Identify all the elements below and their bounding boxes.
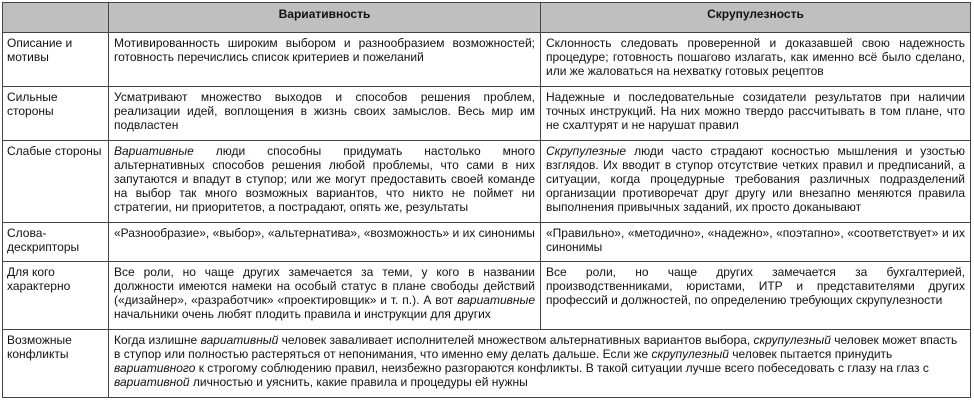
row-label: Для кого характерно	[3, 262, 109, 330]
scrupulousness-cell: Склонность следовать проверенной и доказавшей свою надежность процедуре; готовность пошагово излагать, как именно всё было сделано, или же жаловаться на нехватку готовых рецептов	[541, 33, 971, 87]
row-label: Описание и мотивы	[3, 33, 109, 87]
row-label: Слова-дескрипторы	[3, 223, 109, 262]
cell-text: к строгому соблюдению правил, неизбежно разгораются конфликты. В такой ситуации лучше всего побеседовать с глазу на глаз с	[195, 361, 929, 375]
emphasis-text: вариативные	[457, 293, 535, 307]
cell-text: начальники очень любят плодить правила и инструкции для других	[114, 307, 491, 321]
header-row	[3, 3, 971, 33]
header-variativity: Вариативность	[109, 3, 541, 33]
scrupulousness-cell	[541, 141, 971, 223]
header-empty	[3, 3, 109, 33]
header-scrupulousness: Скрупулезность	[541, 3, 971, 33]
cell-text: человек может впасть в ступор или полностью растеряться от непонимания, что именно ему делать дальше. Если же	[114, 333, 958, 361]
cell-text: люди способны придумать настолько много альтернативных способов решения любой проблемы, что сами в них запутаются и впадут в ступор; или же могут предоставить своей команде на выбор так много возможных вариантов, что никто не поймет ни стратегии, ни приоритетов, а пострадают, опять же, результаты	[114, 144, 535, 214]
cell-text: человек пытается принудить	[728, 347, 893, 361]
cell-text: люди часто страдают косностью мышления и узостью взглядов. Их вводит в ступор отсутствие четких правил и предписаний, а ситуации, когда процедурные требования различных подразделений организации противоречат друг другу или внезапно меняются правила выполнения привычных заданий, их просто доканывают	[546, 144, 965, 214]
emphasis-text: скрупулезный	[651, 347, 729, 361]
row-label: Слабые стороны	[3, 141, 109, 223]
variativity-cell: Мотивированность широким выбором и разнообразием возможностей; готовность перечислись список критериев и пожеланий	[109, 33, 541, 87]
comparison-table	[2, 2, 971, 398]
table-row	[3, 33, 971, 87]
table-row	[3, 223, 971, 262]
cell-text: Когда излишне	[114, 333, 201, 347]
variativity-cell	[109, 262, 541, 330]
emphasis-text: Скрупулезные	[546, 144, 627, 158]
variativity-cell: Усматривают множество выходов и способов решения проблем, реализации идей, воплощения в жизнь своих замыслов. Весь мир им подвластен	[109, 87, 541, 141]
row-label: Возможные конфликты	[3, 330, 109, 398]
scrupulousness-cell: «Правильно», «методично», «надежно», «поэтапно», «соответствует» и их синонимы	[541, 223, 971, 262]
emphasis-text: Вариативные	[114, 144, 194, 158]
conflicts-cell	[109, 330, 971, 398]
table-row	[3, 330, 971, 398]
variativity-cell	[109, 141, 541, 223]
cell-text: личностью и уяснить, какие правила и процедуры ей нужны	[189, 375, 528, 389]
scrupulousness-cell: Надежные и последовательные созидатели результатов при наличии точных инструкций. На них можно твердо рассчитывать в том плане, что не схалтурят и не нарушат правил	[541, 87, 971, 141]
emphasis-text: вариативный	[200, 333, 279, 347]
table-row	[3, 141, 971, 223]
table-row	[3, 87, 971, 141]
cell-text: человек заваливает исполнителей множеством альтернативных вариантов выбора,	[278, 333, 754, 347]
table-row	[3, 262, 971, 330]
scrupulousness-cell: Все роли, но чаще других замечается за бухгалтерией, производственниками, юристами, ИТР и представителями других профессий и должностей, по определению требующих скрупулезности	[541, 262, 971, 330]
variativity-cell: «Разнообразие», «выбор», «альтернатива», «возможность» и их синонимы	[109, 223, 541, 262]
row-label: Сильные стороны	[3, 87, 109, 141]
emphasis-text: вариативного	[114, 361, 196, 375]
cell-text: Все роли, но чаще других замечается за теми, у кого в названии должности имеются намеки на особый статус в плане свободы действий («дизайнер», «разработчик» «проектировщик» и т. п.). А вот	[114, 265, 535, 307]
emphasis-text: скрупулезный	[753, 333, 831, 347]
emphasis-text: вариативной	[114, 375, 190, 389]
